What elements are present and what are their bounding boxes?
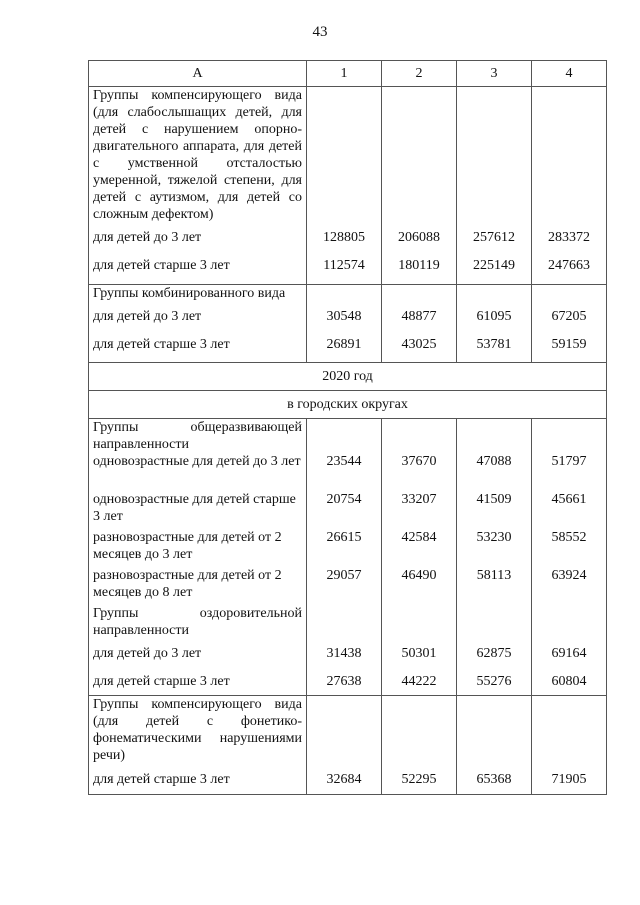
cell-value: 55276 <box>457 667 532 696</box>
group-title-row <box>89 696 607 765</box>
cell-value: 61095 <box>457 308 532 336</box>
cell-value: 257612 <box>457 229 532 257</box>
cell-value: 47088 <box>457 453 532 491</box>
header-col-4: 4 <box>532 61 607 87</box>
cell-value: 26615 <box>307 529 382 567</box>
row-label: разновозрастные для детей от 2 месяцев до 8 лет <box>89 567 307 605</box>
page-number: 43 <box>312 24 328 40</box>
group-title: Группы компенсирующего вида (для детей с фонетико-фонематическими нарушениями речи) <box>89 696 307 765</box>
cell-value: 225149 <box>457 257 532 285</box>
group-title: Группы компенсирующего вида (для слабослышащих детей, для детей с нарушением опорно-двигательного аппарата, для детей с умственной отсталостью умеренной, тяжелой степени, для детей с аутизмом, для детей со сложным дефектом) <box>89 87 307 230</box>
table-row <box>89 257 607 285</box>
cell-value: 58113 <box>457 567 532 605</box>
table-header-row <box>89 61 607 87</box>
cell-value: 48877 <box>382 308 457 336</box>
cell-value: 112574 <box>307 257 382 285</box>
header-col-1: 1 <box>307 61 382 87</box>
cell-value: 46490 <box>382 567 457 605</box>
row-label: для детей старше 3 лет <box>89 257 307 285</box>
cell-value: 42584 <box>382 529 457 567</box>
row-label: для детей старше 3 лет <box>89 764 307 795</box>
group-title-row <box>89 87 607 230</box>
cell-value: 29057 <box>307 567 382 605</box>
cell-value: 37670 <box>382 453 457 491</box>
cell-value: 63924 <box>532 567 607 605</box>
table-row <box>89 336 607 363</box>
cell-value: 31438 <box>307 639 382 667</box>
row-label: для детей старше 3 лет <box>89 336 307 363</box>
cell-value: 206088 <box>382 229 457 257</box>
header-col-2: 2 <box>382 61 457 87</box>
cell-value: 27638 <box>307 667 382 696</box>
row-label: для детей до 3 лет <box>89 229 307 257</box>
table-row <box>89 529 607 567</box>
row-label: разновозрастные для детей от 2 месяцев до 3 лет <box>89 529 307 567</box>
header-col-a: А <box>89 61 307 87</box>
row-label: для детей до 3 лет <box>89 639 307 667</box>
cell-value: 44222 <box>382 667 457 696</box>
group-title-row <box>89 419 607 454</box>
cell-value: 69164 <box>532 639 607 667</box>
cell-value: 20754 <box>307 491 382 529</box>
cell-value: 128805 <box>307 229 382 257</box>
table-row <box>89 667 607 696</box>
cell-value: 59159 <box>532 336 607 363</box>
table-row <box>89 639 607 667</box>
cell-value: 26891 <box>307 336 382 363</box>
cell-value: 52295 <box>382 764 457 795</box>
group-title-row <box>89 605 607 639</box>
row-label: для детей до 3 лет <box>89 308 307 336</box>
row-label: одновозрастные для детей до 3 лет <box>89 453 307 491</box>
cell-value: 283372 <box>532 229 607 257</box>
table-row <box>89 229 607 257</box>
row-label: для детей старше 3 лет <box>89 667 307 696</box>
group-title: Группы оздоровительной направленности <box>89 605 307 639</box>
table-row <box>89 567 607 605</box>
cell-value: 23544 <box>307 453 382 491</box>
group-title-row <box>89 285 607 309</box>
cell-value: 71905 <box>532 764 607 795</box>
table-row <box>89 308 607 336</box>
table-row <box>89 491 607 529</box>
cell-value: 65368 <box>457 764 532 795</box>
cell-value: 67205 <box>532 308 607 336</box>
year-heading: 2020 год <box>89 363 607 391</box>
group-title: Группы общеразвивающей направленности <box>89 419 307 454</box>
cell-value: 247663 <box>532 257 607 285</box>
cell-value: 53230 <box>457 529 532 567</box>
cell-value: 43025 <box>382 336 457 363</box>
header-col-3: 3 <box>457 61 532 87</box>
cell-value: 41509 <box>457 491 532 529</box>
cell-value: 62875 <box>457 639 532 667</box>
cell-value: 33207 <box>382 491 457 529</box>
cell-value: 53781 <box>457 336 532 363</box>
cell-value: 30548 <box>307 308 382 336</box>
year-heading-row <box>89 363 607 391</box>
table-row <box>89 453 607 491</box>
cell-value: 50301 <box>382 639 457 667</box>
tariff-table <box>88 60 607 795</box>
cell-value: 180119 <box>382 257 457 285</box>
sub-heading-row <box>89 391 607 419</box>
cell-value: 60804 <box>532 667 607 696</box>
row-label: одновозрастные для детей старше 3 лет <box>89 491 307 529</box>
group-title: Группы комбинированного вида <box>89 285 307 309</box>
sub-heading: в городских округах <box>89 391 607 419</box>
cell-value: 58552 <box>532 529 607 567</box>
cell-value: 45661 <box>532 491 607 529</box>
cell-value: 32684 <box>307 764 382 795</box>
cell-value: 51797 <box>532 453 607 491</box>
table-row <box>89 764 607 795</box>
